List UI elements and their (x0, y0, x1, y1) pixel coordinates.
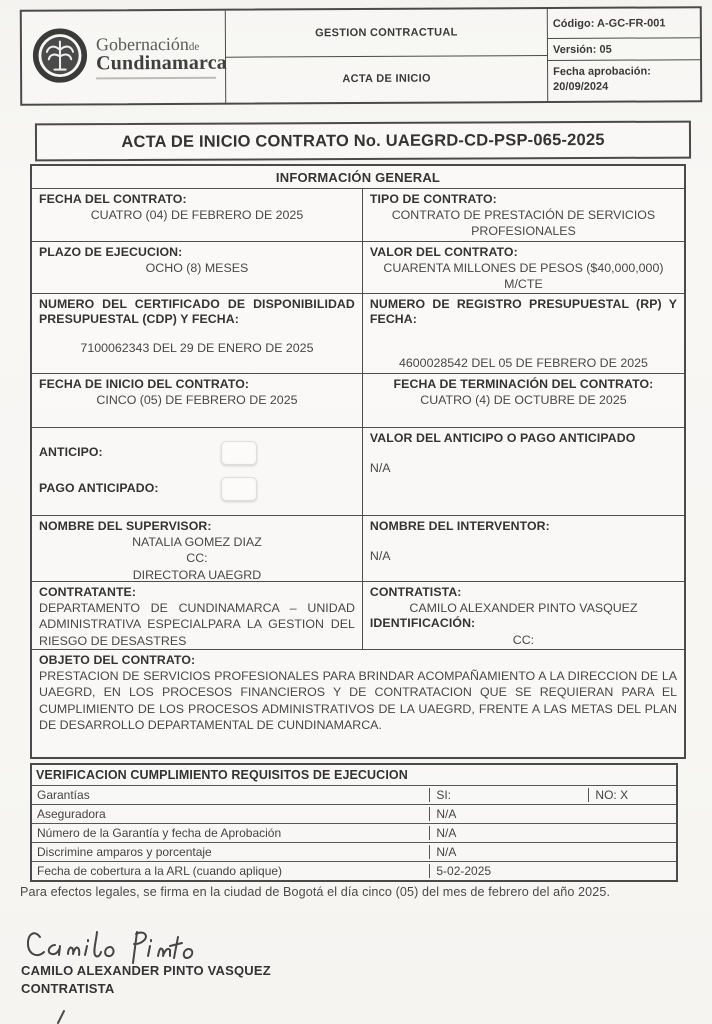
table-row (32, 861, 676, 880)
table-row (32, 842, 676, 861)
plazo-label: PLAZO DE EJECUCION: (39, 245, 183, 259)
fecha-terminacion-value: CUATRO (4) DE OCTUBRE DE 2025 (420, 393, 627, 408)
tipo-contrato-label: TIPO DE CONTRATO: (369, 192, 497, 206)
logo-underline (96, 77, 216, 80)
objeto-cell (32, 650, 684, 757)
valor-contrato-value: CUARENTA MILLONES DE PESOS ($40,000,000) M/CTE (383, 261, 664, 292)
contratista-label: CONTRATISTA: (369, 585, 462, 599)
table-row (32, 581, 684, 649)
plazo-value: OCHO (8) MESES (145, 261, 249, 276)
contratante-label: CONTRATANTE: (39, 585, 137, 599)
supervisor-cc: CC: (186, 551, 208, 566)
general-info-table (30, 164, 686, 759)
header-code-cell (548, 8, 700, 101)
supervisor-name: NATALIA GOMEZ DIAZ (132, 535, 262, 550)
table-row (32, 515, 684, 581)
contratista-cell (362, 582, 684, 649)
contratante-value: DEPARTAMENTO DE CUNDINAMARCA – UNIDAD ADMINISTRATIVA ESPECIALPARA LA GESTION DEL RIESGO DE DESASTRES (39, 601, 355, 648)
numero-garantia-value: N/A (429, 826, 676, 840)
supervisor-cargo: DIRECTORA UAEGRD (132, 567, 262, 582)
tipo-contrato-value: CONTRATO DE PRESTACIÓN DE SERVICIOS PROFESIONALES (391, 208, 656, 239)
aseguradora-label: Aseguradora (37, 807, 106, 821)
arl-label: Fecha de cobertura a la ARL (cuando aplique) (37, 864, 283, 878)
process-name: GESTION CONTRACTUAL (226, 9, 547, 57)
objeto-label: OBJETO DEL CONTRATO: (39, 653, 196, 667)
table-row (32, 293, 684, 373)
fecha-inicio-value: CINCO (05) DE FEBRERO DE 2025 (96, 393, 298, 408)
logo-cell (22, 11, 228, 104)
fecha-contrato-label: FECHA DEL CONTRATO: (39, 192, 187, 206)
plazo-cell (32, 242, 362, 293)
verification-title: VERIFICACION CUMPLIMIENTO REQUISITOS DE EJECUCION (36, 768, 408, 782)
contratista-id-value: CC: (512, 632, 535, 647)
interventor-value: N/A (369, 549, 391, 564)
garantias-si-value: SI: (429, 788, 588, 802)
anticipo-cell (32, 428, 362, 515)
objeto-value: PRESTACION DE SERVICIOS PROFESIONALES PARA BRINDAR ACOMPAÑAMIENTO A LA DIRECCION DE LA UAEGRD, EN LOS PROCESOS FINANCIEROS Y DE CONTRATACION QUE SE REQUIERAN PARA EL CUMPLIMIENTO DE LOS PROCESOS ADMINISTRATIVOS DE LA UAEGRD, FRENTE A LAS METAS DEL PLAN DE DESARROLLO DEPARTAMENTAL DE CUNDINAMARCA. (39, 669, 677, 732)
document-header-table (20, 6, 702, 106)
header-middle-cell (225, 9, 548, 103)
approval-date-label: Fecha aprobación: (553, 65, 651, 78)
table-row (32, 649, 684, 757)
interventor-label: NOMBRE DEL INTERVENTOR: (369, 519, 550, 533)
approval-date-value: 20/09/2024 (553, 80, 609, 93)
interventor-cell (362, 516, 684, 581)
garantias-no-value: NO: X (588, 788, 676, 802)
fecha-terminacion-label: FECHA DE TERMINACIÓN DEL CONTRATO: (393, 377, 654, 391)
supervisor-label: NOMBRE DEL SUPERVISOR: (39, 519, 212, 533)
verification-table (30, 763, 678, 882)
arl-value: 5-02-2025 (429, 864, 676, 878)
amparos-value: N/A (429, 845, 676, 859)
anticipo-checkbox (221, 441, 257, 465)
org-name-de: de (188, 40, 200, 53)
document-version: Versión: 05 (548, 38, 700, 61)
valor-anticipo-value: N/A (369, 461, 391, 476)
table-row (32, 188, 684, 241)
anticipo-label: ANTICIPO: (39, 445, 103, 460)
fecha-contrato-value: CUATRO (04) DE FEBRERO DE 2025 (90, 208, 304, 223)
valor-anticipo-label: VALOR DEL ANTICIPO O PAGO ANTICIPADO (369, 431, 636, 445)
rp-label: NUMERO DE REGISTRO PRESUPUESTAL (RP) Y FECHA: (369, 297, 677, 327)
contratista-name: CAMILO ALEXANDER PINTO VASQUEZ (409, 601, 638, 616)
fecha-contrato-cell (32, 189, 362, 241)
document-title: ACTA DE INICIO CONTRATO No. UAEGRD-CD-PSP-065-2025 (35, 121, 691, 162)
valor-contrato-label: VALOR DEL CONTRATO: (369, 245, 518, 259)
tipo-contrato-cell (362, 189, 684, 241)
contratista-id-label: IDENTIFICACIÓN: (369, 616, 476, 631)
pago-anticipado-checkbox (221, 477, 257, 501)
general-info-section-title: INFORMACIÓN GENERAL (275, 169, 441, 185)
rp-value: 4600028542 DEL 05 DE FEBRERO DE 2025 (399, 355, 648, 370)
table-row (32, 427, 684, 515)
org-name-line1: Gobernación (95, 33, 189, 55)
valor-anticipo-cell (362, 428, 684, 515)
numero-garantia-label: Número de la Garantía y fecha de Aprobación (37, 826, 282, 840)
org-name-line2: Cundinamarca (95, 51, 228, 75)
amparos-label: Discrimine amparos y porcentaje (37, 845, 212, 859)
approval-date-cell (548, 60, 700, 101)
table-row (32, 823, 676, 842)
legal-closing-text: Para efectos legales, se firma en la ciudad de Bogotá el día cinco (05) del mes de febrero del año 2025. (20, 885, 611, 899)
table-row (32, 373, 684, 427)
fecha-terminacion-cell (362, 374, 684, 427)
fecha-inicio-label: FECHA DE INICIO DEL CONTRATO: (39, 377, 250, 391)
logo-wordmark (96, 34, 227, 79)
pago-anticipado-label: PAGO ANTICIPADO: (39, 481, 159, 496)
partial-signature-mark (54, 1008, 74, 1024)
cdp-cell (32, 294, 362, 373)
supervisor-cell (32, 516, 362, 581)
cundinamarca-seal-icon (32, 27, 88, 88)
valor-contrato-cell (362, 242, 684, 293)
rp-cell (362, 294, 684, 373)
fecha-inicio-cell (32, 374, 362, 427)
cdp-value: 7100062343 DEL 29 DE ENERO DE 2025 (80, 340, 314, 355)
signer-role: CONTRATISTA (21, 981, 115, 996)
table-row (32, 804, 676, 823)
signer-name: CAMILO ALEXANDER PINTO VASQUEZ (21, 963, 271, 978)
cdp-label: NUMERO DEL CERTIFICADO DE DISPONIBILIDAD PRESUPUESTAL (CDP) Y FECHA: (39, 297, 355, 327)
contratante-cell (32, 582, 362, 649)
document-type: ACTA DE INICIO (342, 72, 431, 86)
table-row (32, 785, 676, 804)
garantias-label: Garantías (37, 788, 90, 802)
table-row (32, 241, 684, 293)
aseguradora-value: N/A (429, 807, 676, 821)
document-code: Código: A-GC-FR-001 (548, 8, 700, 39)
